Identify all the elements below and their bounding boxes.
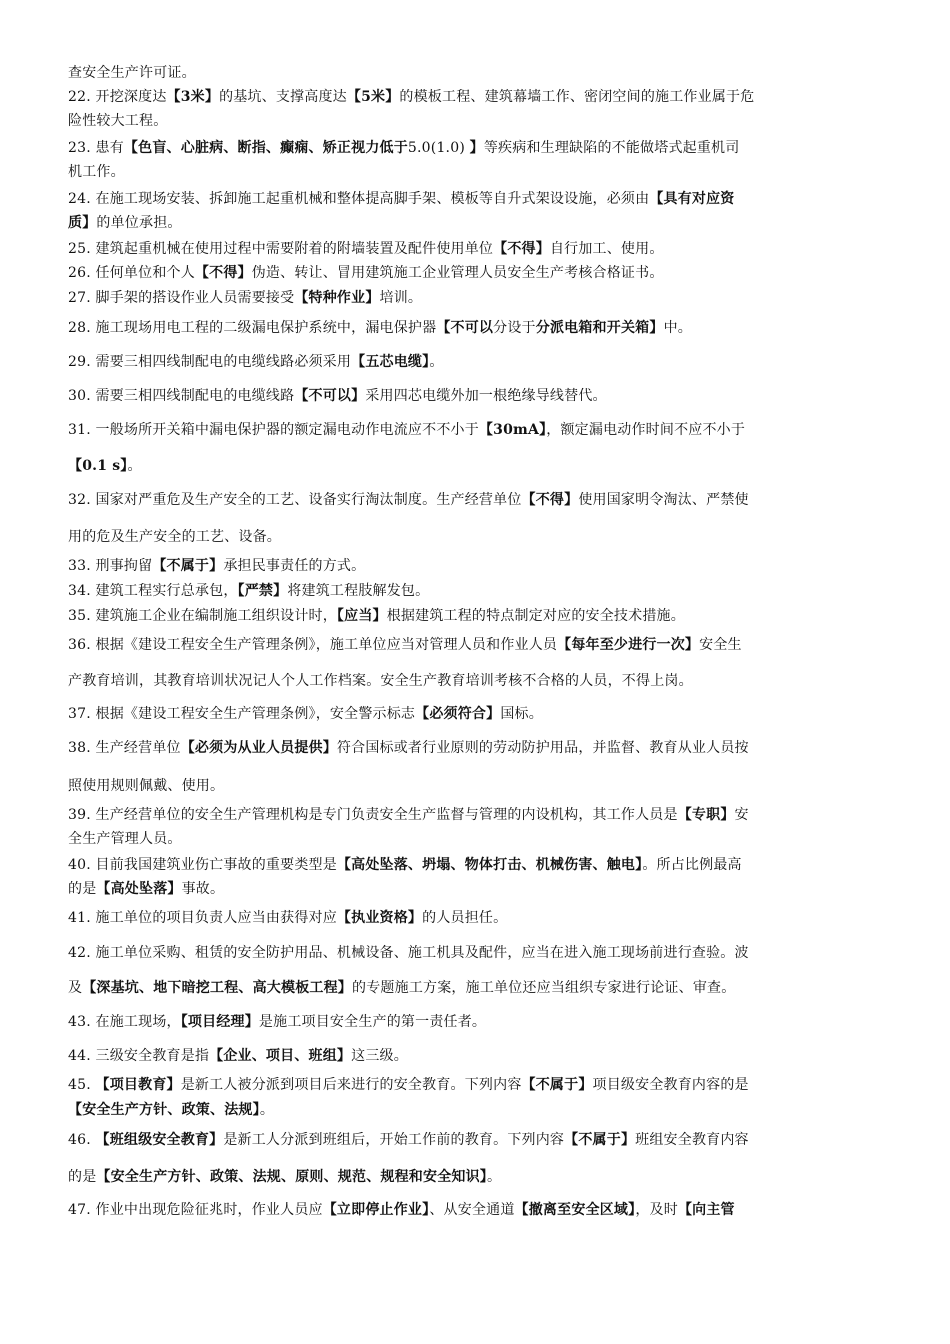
text-line (68, 213, 182, 233)
text-line (68, 978, 735, 998)
text-line (68, 352, 444, 372)
text-line (68, 87, 754, 107)
bold-answer: 【5米】 (346, 89, 400, 105)
text-run: 是施工项目安全生产的第一责任者。 (258, 1014, 487, 1030)
text-line (68, 288, 422, 308)
text-run: 34. 建筑工程实行总承包， (68, 583, 238, 599)
text-run: ，额定漏电动作时间不应不小于 (546, 422, 746, 438)
text-run: 41. 施工单位的项目负责人应当由获得对应 (68, 910, 337, 926)
bold-answer: 【项目经理】 (180, 1014, 259, 1030)
text-run: 28. 施工现场用电工程的二级漏电保护系统中，漏电保护器 (68, 320, 437, 336)
text-line (68, 527, 281, 547)
bold-answer: 【必须为从业人员提供】 (180, 740, 337, 756)
text-line (68, 263, 664, 283)
text-line (68, 855, 742, 875)
text-run: 符合国标或者行业原则的劳动防护用品，并监督、教育从业人员按 (336, 740, 749, 756)
bold-answer: 分派电箱和开关箱】 (535, 320, 664, 336)
bold-answer: 【向主管 (677, 1202, 735, 1218)
text-run: 24. 在施工现场安装、拆卸施工起重机械和整体提高脚手架、模板等自升式架设设施，必须由 (68, 191, 650, 207)
text-run: 29. 需要三相四线制配电的电缆线路必须采用 (68, 354, 352, 370)
text-run: 32. 国家对严重危及生产安全的工艺、设备实行淘汰制度。生产经营单位 (68, 492, 522, 508)
text-line (68, 239, 664, 259)
bold-answer: 【不属于】 (152, 558, 224, 574)
text-run: 班组安全教育内容 (635, 1132, 749, 1148)
text-line (68, 420, 745, 440)
text-line (68, 456, 142, 476)
text-run: 自行加工、使用。 (549, 241, 664, 257)
text-run: 46. (68, 1132, 96, 1148)
text-run: 产教育培训，其教育培训状况记人个人工作档案。安全生产教育培训考核不合格的人员，不得上岗。 (68, 673, 693, 689)
text-run: 伪造、转让、冒用建筑施工企业管理人员安全生产考核合格证书。 (251, 265, 664, 281)
text-run: 全生产管理人员。 (68, 831, 182, 847)
text-run: 42. 施工单位采购、租赁的安全防护用品、机械设备、施工机具及配件，应当在进入施工现场前进行查验。波 (68, 945, 749, 961)
text-run: 分设于 (493, 320, 536, 336)
text-line (68, 162, 125, 182)
text-run: 查安全生产许可证。 (68, 65, 196, 81)
text-run: 的模板工程、建筑幕墙工作、密闭空间的施工作业属于危 (399, 89, 755, 105)
text-run: 项目级安全教育内容的是 (592, 1077, 749, 1093)
text-run: 的专题施工方案，施工单位还应当组织专家进行论证、审查。 (352, 980, 736, 996)
text-run: 22. 开挖深度达 (68, 89, 167, 105)
bold-answer: 【具有对应资 (649, 191, 735, 207)
text-line (68, 581, 429, 601)
text-run: 安全生 (699, 637, 742, 653)
text-line (68, 805, 749, 825)
text-run: 27. 脚手架的搭设作业人员需要接受 (68, 290, 295, 306)
text-run: 将建筑工程肢解发包。 (287, 583, 430, 599)
text-run: 的基坑、支撑高度达 (219, 89, 347, 105)
bold-answer: 【色盲、心脏病、断指、癫痫、矫正视力低于 (123, 140, 408, 156)
text-run: 的人员担任。 (422, 910, 508, 926)
text-line (68, 635, 742, 655)
text-line (68, 1167, 501, 1187)
text-run: 33. 刑事拘留 (68, 558, 153, 574)
bold-answer: 【3米】 (166, 89, 220, 105)
text-run: 30. 需要三相四线制配电的电缆线路 (68, 388, 295, 404)
text-run: 23. 患有 (68, 140, 124, 156)
bold-answer: 【每年至少进行一次】 (557, 637, 700, 653)
text-run: ，及时 (635, 1202, 678, 1218)
text-run: 26. 任何单位和个人 (68, 265, 195, 281)
text-run: 25. 建筑起重机械在使用过程中需要附着的附墙装置及配件使用单位 (68, 241, 494, 257)
text-run: 采用四芯电缆外加一根绝缘导线替代。 (365, 388, 607, 404)
text-line (68, 138, 739, 158)
text-run: 是新工人分派到班组后，开始工作前的教育。下列内容 (223, 1132, 565, 1148)
bold-answer: 【五芯电缆】 (351, 354, 430, 370)
text-run: 。 (259, 1102, 275, 1118)
bold-answer: 【0.1 s】 (68, 458, 128, 474)
text-run: 47. 作业中出现危险征兆时，作业人员应 (68, 1202, 323, 1218)
bold-answer: 【安全生产方针、政策、法规】 (68, 1102, 260, 1118)
text-run: 照使用规则佩戴、使用。 (68, 778, 225, 794)
text-line (68, 1012, 486, 1032)
text-run: 43. 在施工现场， (68, 1014, 181, 1030)
bold-answer: 【不可以 (436, 320, 494, 336)
bold-answer: 【班组级安全教育】 (95, 1132, 224, 1148)
text-run: 5.0(1.0) (407, 140, 470, 156)
text-line (68, 671, 693, 691)
bold-answer: 【专职】 (677, 807, 735, 823)
bold-answer: 【企业、项目、班组】 (209, 1048, 352, 1064)
text-run: 40. 目前我国建筑业伤亡事故的重要类型是 (68, 857, 337, 873)
bold-answer: 【项目教育】 (95, 1077, 181, 1093)
text-run: 使用国家明令淘汰、严禁使 (578, 492, 749, 508)
bold-answer: 【不得】 (521, 492, 579, 508)
text-line (68, 879, 224, 899)
text-run: 用的危及生产安全的工艺、设备。 (68, 529, 281, 545)
bold-answer: 【执业资格】 (336, 910, 423, 926)
text-line (68, 943, 749, 963)
text-line (68, 738, 749, 758)
text-run: 。 (429, 354, 444, 370)
text-run: 的是 (68, 881, 97, 897)
text-run: 是新工人被分派到项目后来进行的安全教育。下列内容 (180, 1077, 522, 1093)
text-line (68, 606, 685, 626)
text-run: 37. 根据《建设工程安全生产管理条例》，安全警示标志 (68, 706, 416, 722)
text-line (68, 111, 167, 131)
bold-answer: 【撤离至安全区域】 (514, 1202, 636, 1218)
text-run: 培训。 (379, 290, 423, 306)
text-line (68, 556, 365, 576)
text-line (68, 1046, 408, 1066)
text-run: 国标。 (500, 706, 543, 722)
text-run: 的单位承担。 (96, 215, 182, 231)
text-run: 等疾病和生理缺陷的不能做塔式起重机司 (483, 140, 740, 156)
text-run: 38. 生产经营单位 (68, 740, 181, 756)
text-line (68, 908, 507, 928)
text-run: 44. 三级安全教育是指 (68, 1048, 210, 1064)
text-line (68, 189, 735, 209)
text-run: 。 (487, 1169, 502, 1185)
bold-answer: 【不可以】 (294, 388, 366, 404)
bold-answer: 【立即停止作业】 (322, 1202, 430, 1218)
bold-answer: 【30mA】 (478, 422, 547, 438)
text-run: 36. 根据《建设工程安全生产管理条例》，施工单位应当对管理人员和作业人员 (68, 637, 558, 653)
bold-answer: 【应当】 (336, 608, 387, 624)
bold-answer: 【特种作业】 (294, 290, 380, 306)
text-line (68, 1075, 749, 1095)
bold-answer: 【安全生产方针、政策、法规、原则、规范、规程和安全知识】 (96, 1169, 488, 1185)
bold-answer: 【不得】 (493, 241, 550, 257)
bold-answer: 质】 (68, 215, 97, 231)
text-run: 根据建筑工程的特点制定对应的安全技术措施。 (386, 608, 685, 624)
text-run: 39. 生产经营单位的安全生产管理机构是专门负责安全生产监督与管理的内设机构，其工作人员是 (68, 807, 678, 823)
text-line (68, 1130, 749, 1150)
text-run: 、从安全通道 (429, 1202, 515, 1218)
bold-answer: 【深基坑、地下暗挖工程、高大模板工程】 (82, 980, 353, 996)
text-line (68, 1100, 274, 1120)
bold-answer: 【高处坠落】 (96, 881, 182, 897)
bold-answer: 【必须符合】 (415, 706, 501, 722)
text-run: 安 (734, 807, 749, 823)
text-run: 中。 (663, 320, 692, 336)
text-line (68, 829, 182, 849)
text-run: 机工作。 (68, 164, 125, 180)
text-line (68, 386, 607, 406)
text-run: 31. 一般场所开关箱中漏电保护器的额定漏电动作电流应不不小于 (68, 422, 479, 438)
text-line (68, 1200, 735, 1220)
bold-answer: 【不属于】 (521, 1077, 593, 1093)
text-run: 这三级。 (351, 1048, 408, 1064)
bold-answer: 】 (469, 140, 484, 156)
text-line (68, 704, 543, 724)
text-line (68, 776, 224, 796)
bold-answer: 【严禁】 (237, 583, 288, 599)
text-run: 的是 (68, 1169, 97, 1185)
text-run: 事故。 (181, 881, 225, 897)
bold-answer: 【不属于】 (564, 1132, 636, 1148)
text-run: 。所占比例最高 (642, 857, 742, 873)
text-line (68, 490, 749, 510)
text-line (68, 63, 196, 83)
text-run: 及 (68, 980, 83, 996)
text-run: 35. 建筑施工企业在编制施工组织设计时， (68, 608, 337, 624)
text-line (68, 318, 692, 338)
text-run: 承担民事责任的方式。 (223, 558, 366, 574)
text-run: 45. (68, 1077, 96, 1093)
text-run: 。 (127, 458, 142, 474)
bold-answer: 【高处坠落、坍塌、物体打击、机械伤害、触电】 (336, 857, 643, 873)
text-run: 险性较大工程。 (68, 113, 168, 129)
bold-answer: 【不得】 (194, 265, 252, 281)
